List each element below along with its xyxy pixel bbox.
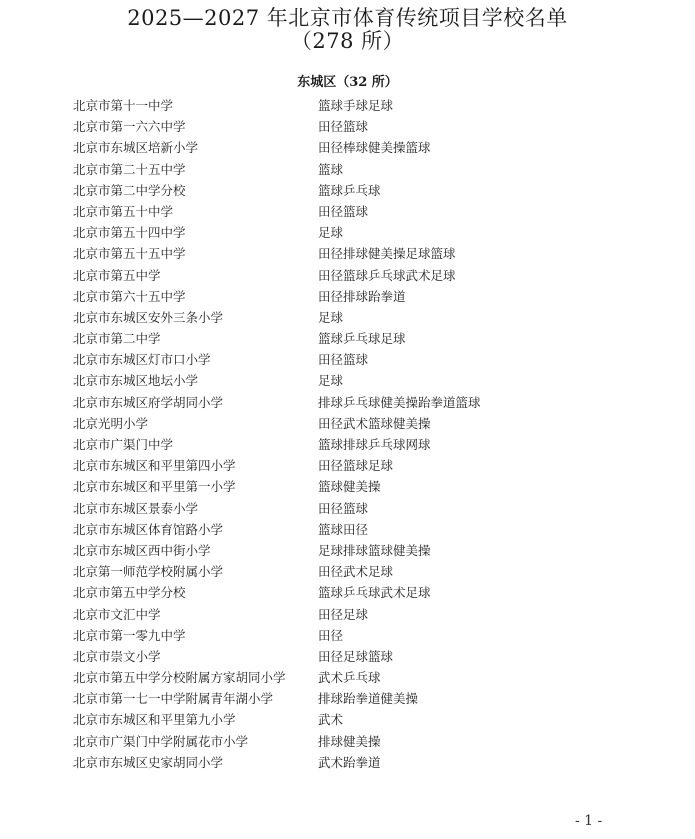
school-name: 北京市第一六六中学 [73, 119, 186, 135]
school-list [73, 95, 633, 773]
school-name: 北京市东城区景泰小学 [73, 500, 199, 516]
list-item [73, 709, 633, 730]
school-name: 北京市东城区和平里第四小学 [73, 458, 236, 474]
school-sports: 武术乒乓球 [318, 670, 381, 686]
list-item [73, 476, 633, 497]
list-item [73, 95, 633, 116]
school-name: 北京市东城区安外三条小学 [73, 309, 224, 325]
school-sports: 篮球排球乒乓球网球 [318, 437, 431, 452]
document-title: 2025—2027 年北京市体育传统项目学校名单 [127, 6, 568, 30]
school-name: 北京市东城区西中街小学 [73, 542, 211, 558]
list-item [73, 328, 633, 349]
school-name: 北京市东城区地坛小学 [73, 373, 199, 389]
list-item [73, 370, 633, 391]
district-heading: 东城区（32 所） [297, 75, 398, 90]
school-sports: 足球 [318, 309, 344, 325]
school-sports: 田径足球篮球 [318, 648, 394, 664]
school-name: 北京市第二中学 [73, 331, 161, 347]
school-sports: 田径篮球足球 [318, 458, 394, 474]
school-name: 北京市第十一中学 [73, 98, 174, 113]
school-name: 北京市广渠门中学 [73, 437, 174, 452]
school-name: 北京市东城区和平里第一小学 [73, 479, 236, 495]
school-name: 北京市第五十五中学 [73, 246, 186, 262]
document-subtitle-count: （278 所） [290, 29, 405, 53]
school-sports: 田径篮球乒乓球武术足球 [318, 267, 456, 283]
list-item [73, 434, 633, 455]
list-item [73, 625, 633, 646]
school-sports: 田径棒球健美操篮球 [318, 140, 431, 156]
school-sports: 田径武术篮球健美操 [318, 415, 431, 431]
list-item [73, 688, 633, 709]
school-name: 北京市第五十四中学 [73, 225, 186, 241]
list-item [73, 731, 633, 752]
list-item [73, 116, 633, 137]
list-item [73, 752, 633, 773]
school-name: 北京市东城区府学胡同小学 [73, 394, 224, 410]
list-item [73, 498, 633, 519]
list-item [73, 243, 633, 264]
list-item [73, 349, 633, 370]
school-sports: 田径篮球 [318, 203, 369, 219]
school-name: 北京市第一七一中学附属青年湖小学 [73, 691, 274, 707]
list-item [73, 413, 633, 434]
school-sports: 篮球健美操 [318, 479, 381, 495]
school-sports: 武术 [318, 712, 344, 728]
school-name: 北京市第五中学分校 [73, 585, 186, 601]
list-item [73, 137, 633, 158]
school-name: 北京市第五中学 [73, 267, 161, 283]
school-name: 北京市第六十五中学 [73, 288, 186, 304]
school-sports: 田径篮球 [318, 500, 369, 516]
school-sports: 排球乒乓球健美操跆拳道篮球 [318, 394, 481, 410]
list-item [73, 201, 633, 222]
school-sports: 足球 [318, 225, 344, 241]
list-item [73, 222, 633, 243]
school-sports: 田径足球 [318, 606, 369, 622]
list-item [73, 159, 633, 180]
school-sports: 田径篮球 [318, 119, 369, 135]
school-sports: 田径排球健美操足球篮球 [318, 246, 456, 262]
school-sports: 田径 [318, 627, 344, 643]
school-name: 北京市东城区培新小学 [73, 140, 199, 156]
page-number: - 1 - [575, 813, 603, 829]
school-sports: 排球健美操 [318, 733, 381, 749]
school-sports: 田径排球跆拳道 [318, 288, 406, 304]
school-name: 北京市东城区和平里第九小学 [73, 712, 236, 728]
school-name: 北京市崇文小学 [73, 648, 161, 664]
school-sports: 篮球乒乓球足球 [318, 331, 406, 347]
school-sports: 篮球 [318, 161, 344, 177]
school-name: 北京市文汇中学 [73, 606, 161, 622]
school-sports: 足球 [318, 373, 344, 389]
school-name: 北京市东城区体育馆路小学 [73, 521, 224, 537]
school-name: 北京市第五十中学 [73, 203, 174, 219]
school-name: 北京市广渠门中学附属花市小学 [73, 733, 249, 749]
list-item [73, 455, 633, 476]
list-item [73, 540, 633, 561]
school-sports: 篮球乒乓球武术足球 [318, 585, 431, 601]
school-sports: 武术跆拳道 [318, 754, 381, 770]
school-sports: 田径武术足球 [318, 564, 394, 580]
school-name: 北京光明小学 [73, 415, 149, 431]
school-sports: 足球排球篮球健美操 [318, 542, 431, 558]
list-item [73, 519, 633, 540]
school-sports: 篮球田径 [318, 521, 369, 537]
school-sports: 篮球乒乓球 [318, 182, 381, 198]
list-item [73, 392, 633, 413]
list-item [73, 286, 633, 307]
school-name: 北京第一师范学校附属小学 [73, 564, 224, 580]
school-sports: 排球跆拳道健美操 [318, 691, 419, 707]
list-item [73, 265, 633, 286]
list-item [73, 646, 633, 667]
school-name: 北京市东城区灯市口小学 [73, 352, 211, 368]
school-sports: 田径篮球 [318, 352, 369, 368]
list-item [73, 582, 633, 603]
list-item [73, 180, 633, 201]
school-name: 北京市第五中学分校附属方家胡同小学 [73, 670, 286, 686]
school-name: 北京市第二中学分校 [73, 182, 186, 198]
school-name: 北京市东城区史家胡同小学 [73, 754, 224, 770]
list-item [73, 307, 633, 328]
list-item [73, 667, 633, 688]
school-name: 北京市第一零九中学 [73, 627, 186, 643]
list-item [73, 604, 633, 625]
list-item [73, 561, 633, 582]
school-name: 北京市第二十五中学 [73, 161, 186, 177]
school-sports: 篮球手球足球 [318, 98, 394, 113]
